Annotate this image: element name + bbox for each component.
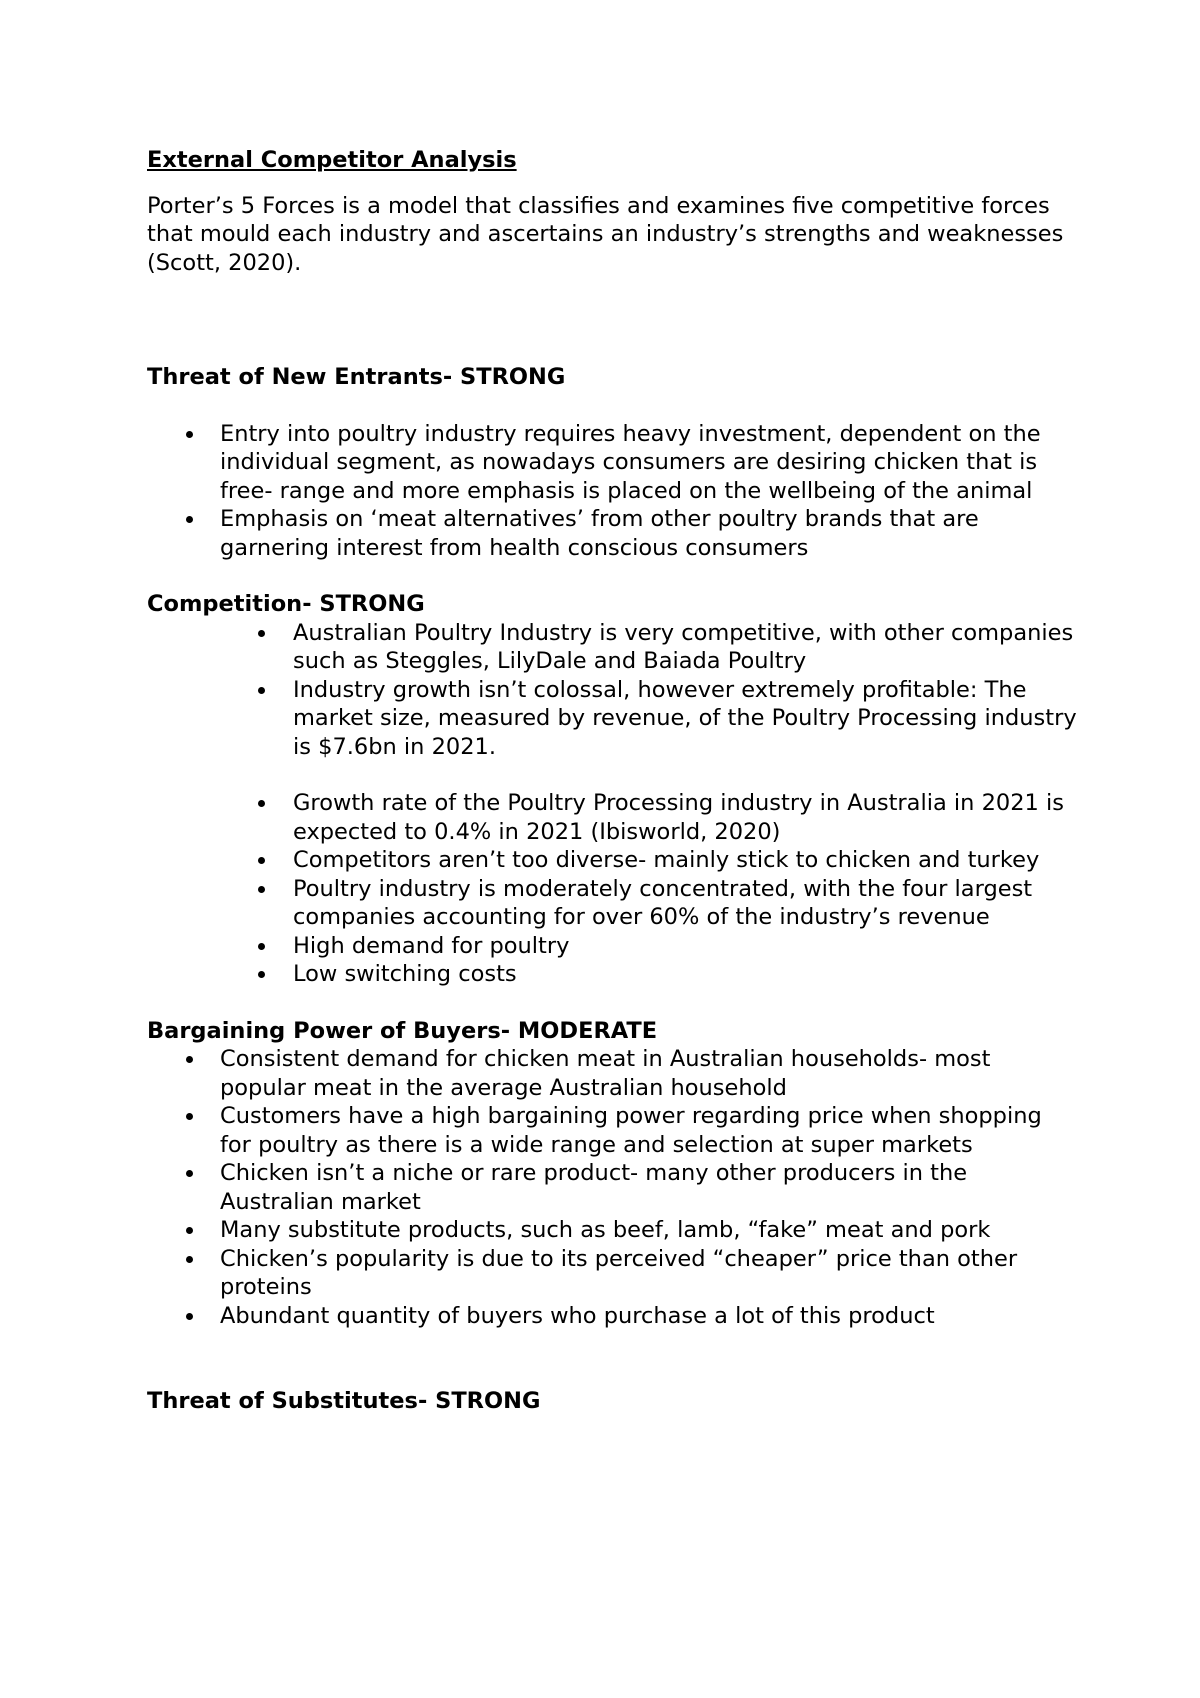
list-item: Chicken isn’t a niche or rare product- many other producers in the Australian market [147, 1159, 1077, 1216]
bullet-list [147, 420, 1077, 563]
list-item: Chicken’s popularity is due to its perceived “cheaper” price than other proteins [147, 1245, 1077, 1302]
section-heading: Bargaining Power of Buyers- MODERATE [147, 1017, 658, 1044]
list-item: Growth rate of the Poultry Processing industry in Australia in 2021 is expected to 0.4% in 2021 (Ibisworld, 2020) [147, 789, 1077, 846]
section-competition [147, 590, 1077, 989]
section-heading: Threat of Substitutes- STRONG [147, 1388, 541, 1414]
section-threat-substitutes [147, 1387, 1077, 1416]
list-item: Many substitute products, such as beef, lamb, “fake” meat and pork [147, 1216, 1077, 1245]
list-item: Industry growth isn’t colossal, however extremely profitable: The market size, measured by revenue, of the Poultry Processing industry is $7.6bn in 2021. [147, 676, 1077, 762]
section-heading: Threat of New Entrants- STRONG [147, 364, 566, 390]
list-item: Competitors aren’t too diverse- mainly stick to chicken and turkey [147, 846, 1077, 875]
bullet-list [147, 1045, 1077, 1330]
list-item: Emphasis on ‘meat alternatives’ from other poultry brands that are garnering interest from health conscious consumers [147, 505, 1077, 562]
section-new-entrants [147, 363, 1077, 562]
list-item: Australian Poultry Industry is very competitive, with other companies such as Steggles, LilyDale and Baiada Poultry [147, 619, 1077, 676]
list-item: Abundant quantity of buyers who purchase a lot of this product [147, 1302, 1077, 1331]
list-item: High demand for poultry [147, 932, 1077, 961]
section-heading: Competition- STRONG [147, 591, 425, 617]
list-item: Poultry industry is moderately concentrated, with the four largest companies accounting for over 60% of the industry’s revenue [147, 875, 1077, 932]
intro-paragraph: Porter’s 5 Forces is a model that classifies and examines five competitive forces that mould each industry and ascertains an industry’s strengths and weaknesses (Scott, 2020). [147, 192, 1064, 276]
document-page [147, 146, 1077, 1416]
section-bargaining-power-buyers [147, 1017, 1077, 1331]
bullet-list [147, 619, 1077, 989]
list-item: Entry into poultry industry requires heavy investment, dependent on the individual segment, as nowadays consumers are desiring chicken that is free- range and more emphasis is placed on the wellbeing of the animal [147, 420, 1077, 506]
list-item: Low switching costs [147, 960, 1077, 989]
list-item: Consistent demand for chicken meat in Australian households- most popular meat in the average Australian household [147, 1045, 1077, 1102]
list-item: Customers have a high bargaining power regarding price when shopping for poultry as there is a wide range and selection at super markets [147, 1102, 1077, 1159]
document-title: External Competitor Analysis [147, 147, 517, 173]
